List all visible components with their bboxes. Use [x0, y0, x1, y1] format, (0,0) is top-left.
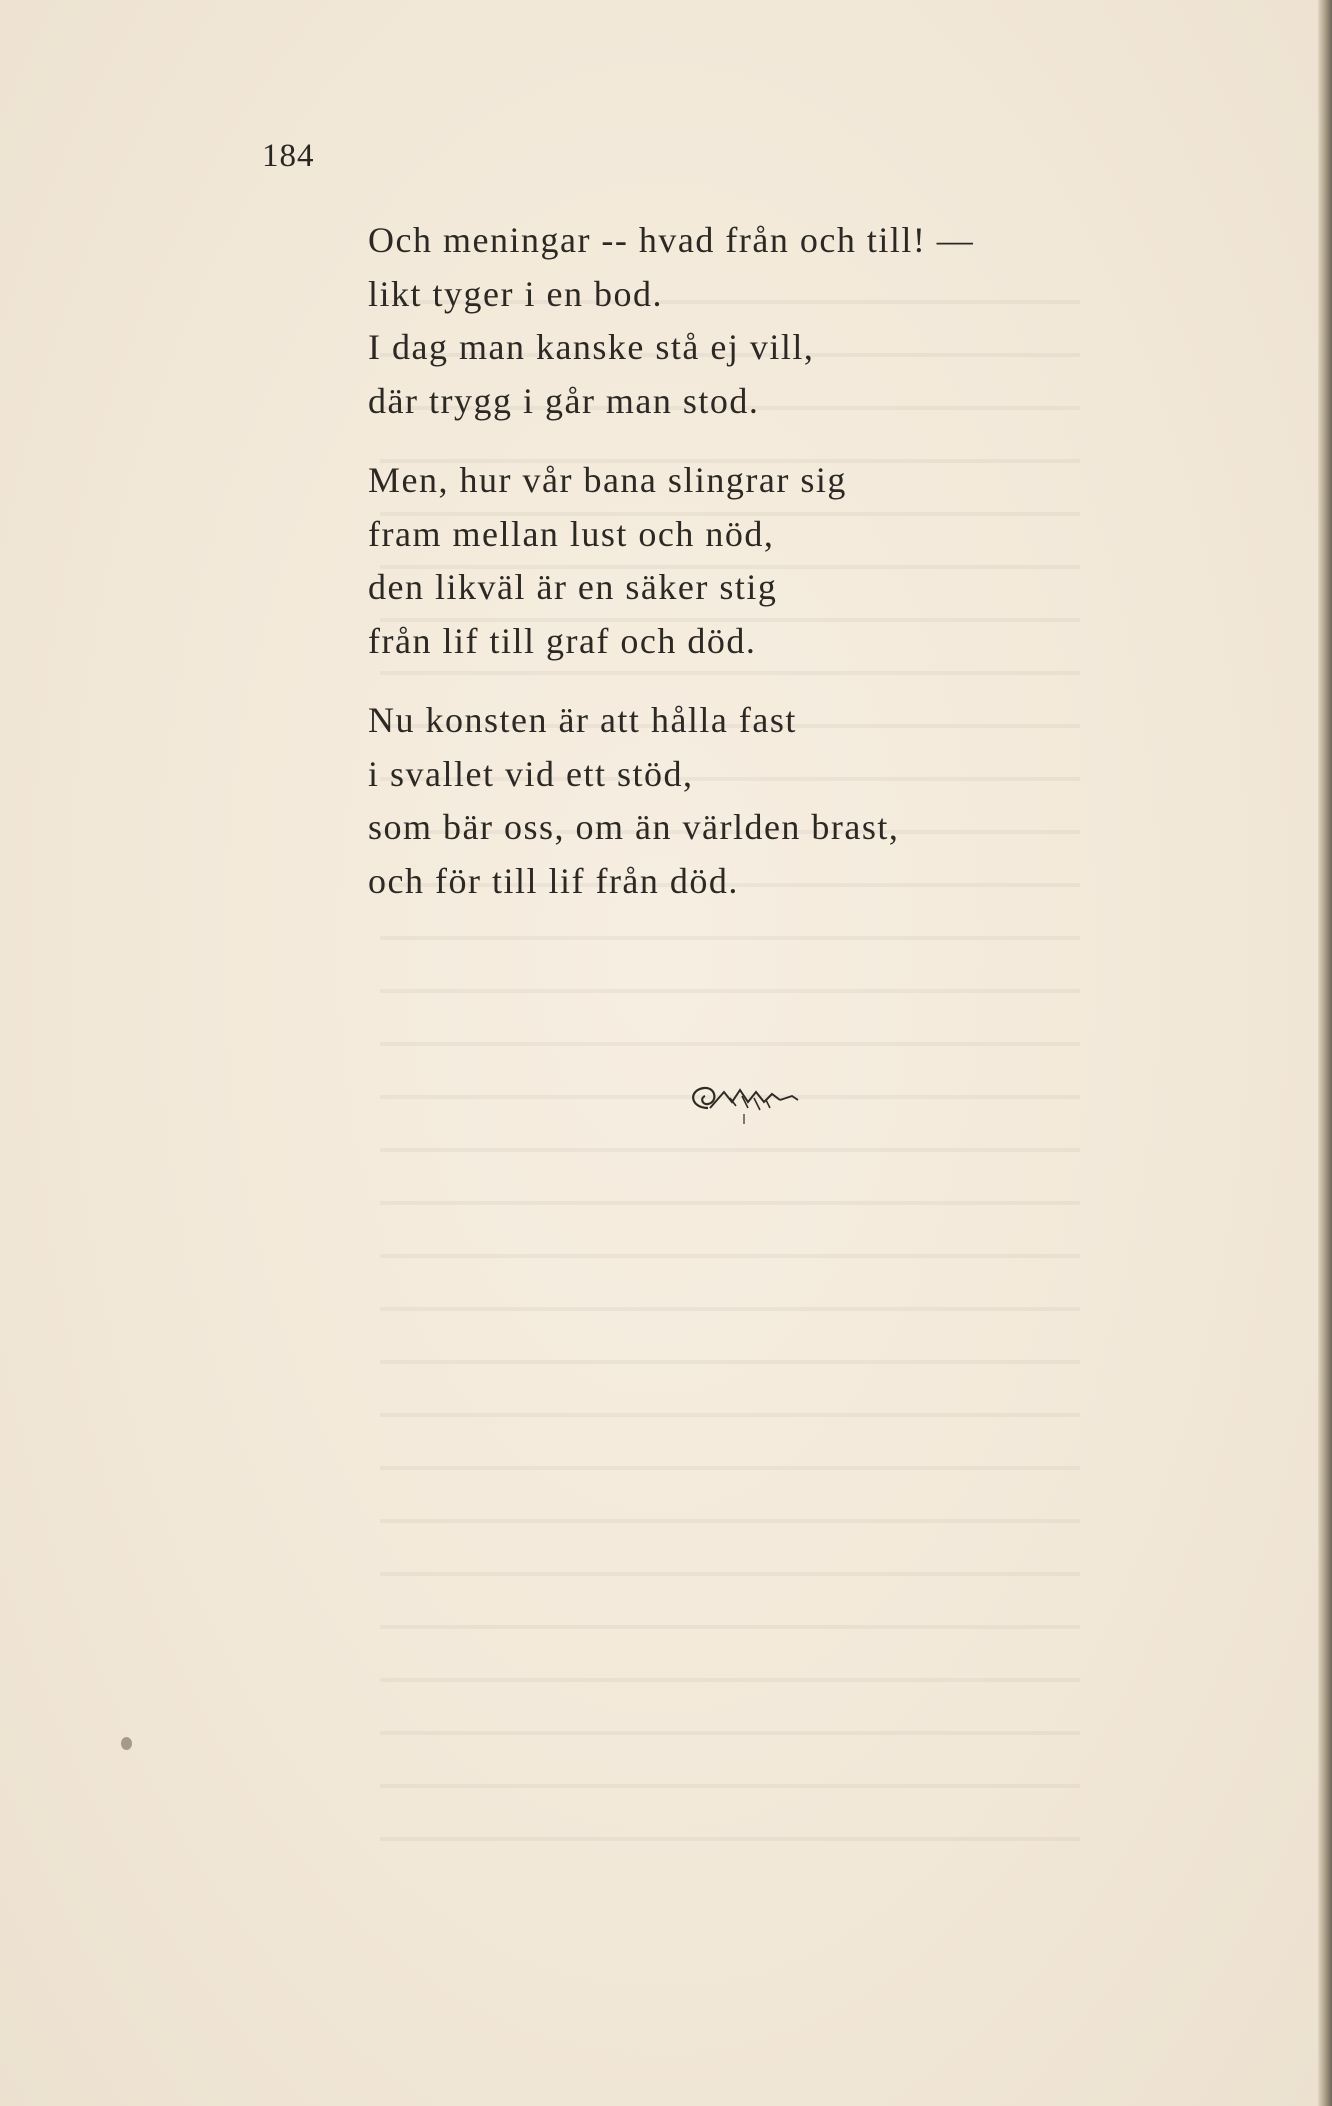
poem-line: från lif till graf och död. [368, 620, 757, 661]
poem-line: fram mellan lust och nöd, [368, 513, 775, 554]
poem-line: där trygg i går man stod. [368, 380, 760, 421]
poem-line: I dag man kanske stå ej vill, [368, 327, 815, 367]
stanza-3 [368, 694, 1168, 908]
poem-line: och för till lif från död. [368, 860, 739, 901]
page-stain [121, 1737, 132, 1750]
poem-line: den likväl är en säker stig [368, 567, 778, 607]
poem-line: Men, hur vår bana slingrar sig [368, 460, 847, 500]
poem [368, 214, 1168, 934]
page-number: 184 [262, 138, 315, 174]
decorative-tailpiece-icon [680, 1078, 810, 1130]
poem-line: likt tyger i en bod. [368, 273, 663, 314]
poem-line: Och meningar -- hvad från och till! — [368, 220, 975, 260]
poem-line: Nu konsten är att hålla fast [368, 700, 797, 740]
stanza-2 [368, 454, 1168, 668]
poem-line: i svallet vid ett stöd, [368, 753, 694, 794]
poem-line: som bär oss, om än världen brast, [368, 807, 900, 847]
page-edge [1318, 0, 1332, 2106]
stanza-1 [368, 214, 1168, 428]
